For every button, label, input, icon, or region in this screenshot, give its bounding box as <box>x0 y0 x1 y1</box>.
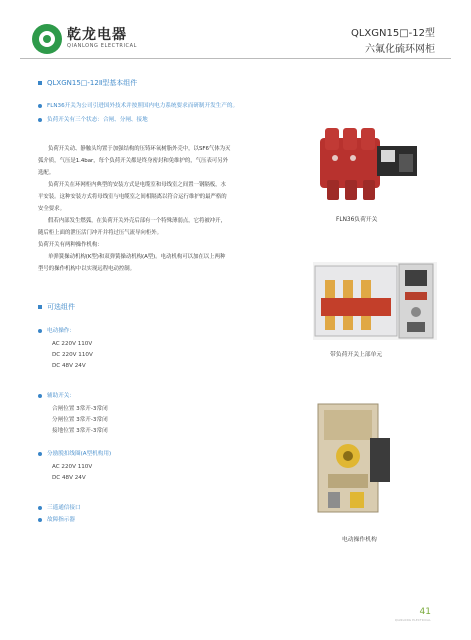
photo-caption: FLN36负荷开关 <box>336 217 378 223</box>
dot-bullet-icon <box>38 329 42 333</box>
motor-mechanism-photo <box>310 398 394 520</box>
dot-bullet-icon <box>38 118 42 122</box>
page-number: 41 <box>419 607 431 617</box>
description-body: 负荷开关动、静触头均置于加强结构的压铸环氧树脂外壳中，以SF6气体为灭 弧介质，气压是1.4bar，每个负荷开关都是终身密封和免维护的，气压表可另外 选配。 负荷开关在环网柜内典型的安装方式是电缆室和母线室之间置一钢隔板，水 平安装。这种安装方式将母线室与电缆室之间相隔离以符合运行维护的最严格的 安全要求。 假若内部发生燃弧，在负荷开关外壳后部有一个特殊薄弱点，它将被冲开， 随后柜上面的泄压活门冲开并将过压气流导向柜外。 负荷开关有两种操作机构： 单弹簧操动机构(K型)和双弹簧操动机构(A型)。电动机构可以加在以上两种 型号的操作机构中以实现远程电动控制。 <box>38 146 231 272</box>
model-title: QLXGN15□-12型 <box>350 28 435 39</box>
footer-brand: QIANLONG ELECTRICAL <box>394 619 431 622</box>
load-switch-photo <box>315 118 425 208</box>
option-group-shunt: 分励脱扣线圈(A型机构用) AC 220V 110V DC 48V 24V <box>38 449 111 484</box>
square-bullet-icon <box>38 305 42 309</box>
bullet-item: FLN36开关为公司引进国外技术并按照国内电力系统要求而研制开发生产的。 <box>38 101 238 109</box>
photo-caption: 带负荷开关上部单元 <box>330 352 383 358</box>
square-bullet-icon <box>38 81 42 85</box>
option-fault-indicator: 故障指示器 <box>38 515 75 523</box>
upper-unit-photo <box>313 262 437 340</box>
option-group-aux: 辅助开关： 合闸位置 3常开-3常闭 分闸位置 3常开-3常闭 接地位置 3常开-3常闭 <box>38 391 108 437</box>
option-telecom: 三遥通信接口 <box>38 503 81 511</box>
dot-bullet-icon <box>38 518 42 522</box>
section-title-optional: 可选组件 <box>38 302 75 312</box>
product-title: 六氟化硫环网柜 <box>365 44 435 55</box>
option-group-motor: 电动操作： AC 220V 110V DC 220V 110V DC 48V 24V <box>38 326 93 372</box>
dot-bullet-icon <box>38 394 42 398</box>
dot-bullet-icon <box>38 506 42 510</box>
brand-name: 乾龙电器 <box>67 27 127 43</box>
bullet-item: 负荷开关有三个状态：合闸、分闸、接地 <box>38 115 148 123</box>
dot-bullet-icon <box>38 104 42 108</box>
logo-icon <box>32 24 62 54</box>
brand-english-name: QIANLONG ELECTRICAL <box>67 43 138 49</box>
header-divider <box>20 58 451 59</box>
photo-caption: 电动操作机构 <box>342 537 377 543</box>
dot-bullet-icon <box>38 452 42 456</box>
section-title-basic: QLXGN15□-12Ⅱ型基本组件 <box>38 78 137 88</box>
